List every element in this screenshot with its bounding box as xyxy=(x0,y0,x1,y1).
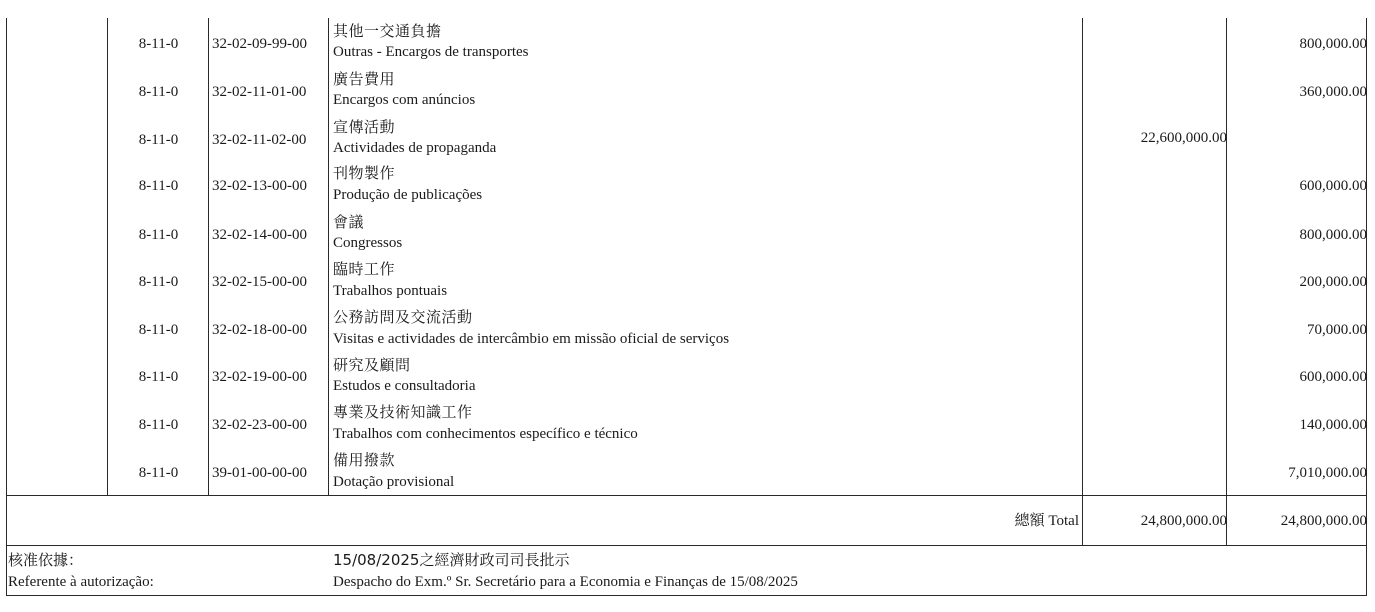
row-desc-pt: Visitas e actividades de intercâmbio em missão oficial de serviços xyxy=(333,331,730,347)
row-econ-code: 32-02-18-00-00 xyxy=(212,322,307,338)
row-desc-zh: 公務訪問及交流活動 xyxy=(333,308,473,326)
column-divider-detail-amount xyxy=(1226,18,1227,545)
row-desc-pt: Trabalhos pontuais xyxy=(333,283,448,299)
row-class-code: 8-11-0 xyxy=(138,274,179,290)
row-econ-code: 32-02-19-00-00 xyxy=(212,369,307,385)
authorization-value-pt: Despacho do Exm.º Sr. Secretário para a Economia e Finanças de 15/08/2025 xyxy=(333,574,798,590)
row-desc-pt: Actividades de propaganda xyxy=(333,140,497,156)
row-class-code: 8-11-0 xyxy=(138,417,179,433)
row-amount-detail: 800,000.00 xyxy=(1299,36,1367,52)
table-body-bottom-border xyxy=(6,495,1367,496)
row-desc-pt: Encargos com anúncios xyxy=(333,92,476,108)
authorization-label-zh: 核准依據： xyxy=(8,551,84,569)
row-desc-zh: 專業及技術知識工作 xyxy=(333,403,473,421)
row-amount-detail: 200,000.00 xyxy=(1299,274,1367,290)
authorization-value-zh: 15/08/2025之經濟財政司司長批示 xyxy=(333,551,570,569)
row-desc-zh: 會議 xyxy=(333,213,365,231)
row-amount-detail: 70,000.00 xyxy=(1307,322,1367,338)
authorization-bottom-border xyxy=(6,595,1367,596)
total-amount-detail: 24,800,000.00 xyxy=(1280,513,1367,529)
row-amount-detail: 360,000.00 xyxy=(1299,84,1367,100)
row-desc-pt: Trabalhos com conhecimentos específico e técnico xyxy=(333,426,638,442)
row-desc-zh: 廣告費用 xyxy=(333,70,396,88)
row-class-code: 8-11-0 xyxy=(138,227,179,243)
row-desc-pt: Estudos e consultadoria xyxy=(333,378,476,394)
row-amount-group: 22,600,000.00 xyxy=(1140,130,1227,146)
row-desc-zh: 其他一交通負擔 xyxy=(333,22,442,40)
row-econ-code: 32-02-15-00-00 xyxy=(212,274,307,290)
row-amount-detail: 600,000.00 xyxy=(1299,369,1367,385)
row-econ-code: 32-02-23-00-00 xyxy=(212,417,307,433)
table-right-border xyxy=(1366,18,1367,596)
row-class-code: 8-11-0 xyxy=(138,465,179,481)
total-amount-group: 24,800,000.00 xyxy=(1140,513,1227,529)
row-class-code: 8-11-0 xyxy=(138,322,179,338)
row-desc-pt: Congressos xyxy=(333,235,403,251)
row-desc-pt: Produção de publicações xyxy=(333,187,483,203)
row-desc-zh: 備用撥款 xyxy=(333,451,396,469)
row-amount-detail: 140,000.00 xyxy=(1299,417,1367,433)
row-desc-zh: 刊物製作 xyxy=(333,164,396,182)
row-desc-zh: 臨時工作 xyxy=(333,260,396,278)
row-econ-code: 32-02-11-02-00 xyxy=(212,132,307,148)
row-amount-detail: 7,010,000.00 xyxy=(1288,465,1367,481)
row-class-code: 8-11-0 xyxy=(138,369,179,385)
row-class-code: 8-11-0 xyxy=(138,132,179,148)
row-class-code: 8-11-0 xyxy=(138,36,179,52)
row-desc-pt: Dotação provisional xyxy=(333,474,455,490)
row-amount-detail: 600,000.00 xyxy=(1299,178,1367,194)
column-divider-description xyxy=(328,18,329,495)
row-desc-zh: 研究及顧問 xyxy=(333,356,411,374)
row-econ-code: 32-02-14-00-00 xyxy=(212,227,307,243)
row-class-code: 8-11-0 xyxy=(138,178,179,194)
column-divider-group-amount xyxy=(1082,18,1083,545)
authorization-label-pt: Referente à autorização: xyxy=(8,574,154,590)
total-label: 總額 Total xyxy=(1014,513,1079,529)
table-left-border xyxy=(6,18,7,596)
column-divider-code xyxy=(208,18,209,495)
row-econ-code: 32-02-11-01-00 xyxy=(212,84,307,100)
row-econ-code: 32-02-13-00-00 xyxy=(212,178,307,194)
row-desc-pt: Outras - Encargos de transportes xyxy=(333,44,529,60)
row-econ-code: 39-01-00-00-00 xyxy=(212,465,307,481)
total-row-bottom-border xyxy=(6,545,1367,546)
column-divider-class xyxy=(107,18,108,495)
row-econ-code: 32-02-09-99-00 xyxy=(212,36,307,52)
row-class-code: 8-11-0 xyxy=(138,84,179,100)
row-amount-detail: 800,000.00 xyxy=(1299,227,1367,243)
row-desc-zh: 宣傳活動 xyxy=(333,118,396,136)
